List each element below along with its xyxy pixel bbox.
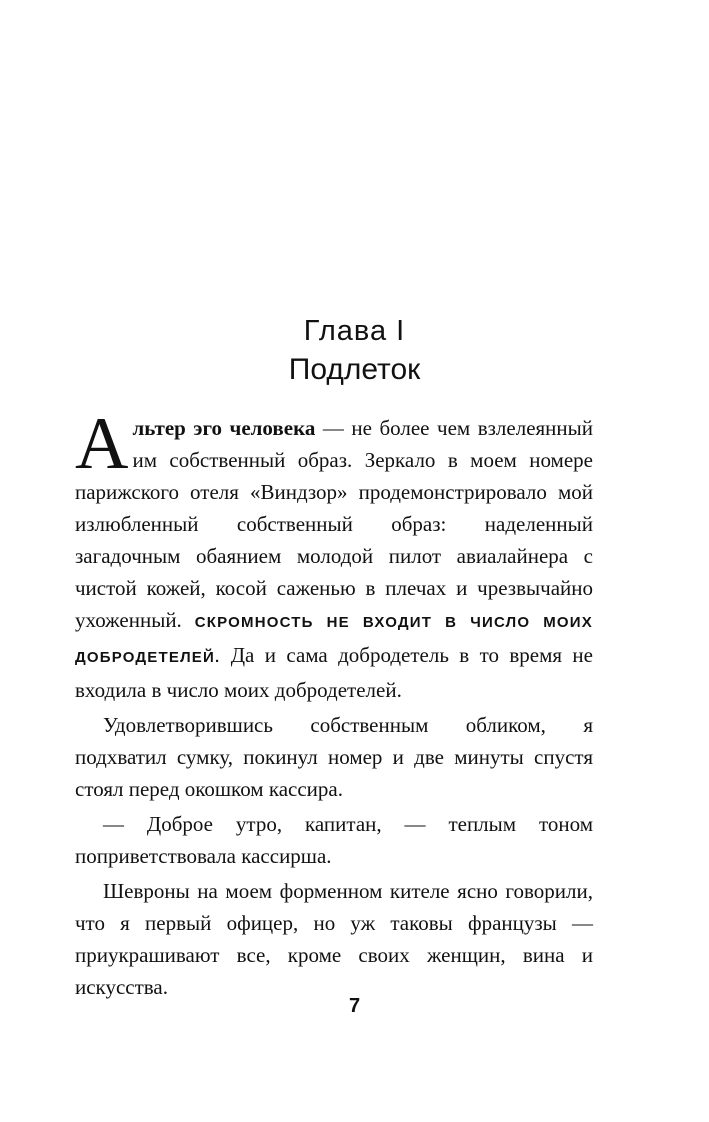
paragraph-1-text-b: Да и сама добродетель в то время не входила в число моих добродетелей. bbox=[75, 643, 593, 702]
emphasis-caps: СКРОМНОСТЬ НЕ ВХОДИТ В ЧИСЛО МОИХ ДОБРОДЕТЕЛЕЙ. bbox=[75, 614, 593, 666]
drop-cap: А bbox=[75, 403, 129, 485]
paragraph-1-text-a: — не более чем взлелеянный им собственный образ. Зеркало в моем номере парижского отеля «Виндзор» продемонстрировало мой излюбленный собственный образ: наделенный загадочным обаянием молодой пилот авиалайнера с чистой кожей, косой саженью в плечах и чрезвычайно ухоженный. bbox=[75, 416, 594, 632]
lead-in-bold: льтер эго человека bbox=[132, 416, 316, 440]
page-number: 7 bbox=[348, 995, 361, 1017]
paragraph-4: Шевроны на моем форменном кителе ясно говорили, что я первый офицер, но уж таковы французы — приукрашивают все, кроме своих женщин, вина и искусства. bbox=[75, 879, 593, 999]
paragraph-3: — Доброе утро, капитан, — теплым тоном поприветствовала кассирша. bbox=[75, 812, 593, 868]
paragraph-1 bbox=[75, 403, 594, 706]
paragraph-2: Удовлетворившись собственным обликом, я подхватил сумку, покинул номер и две минуты спустя стоял перед окошком кассира. bbox=[75, 713, 593, 801]
chapter-label: Глава I bbox=[303, 315, 406, 347]
chapter-text bbox=[75, 403, 594, 1003]
chapter-title: Подлеток bbox=[288, 353, 421, 386]
